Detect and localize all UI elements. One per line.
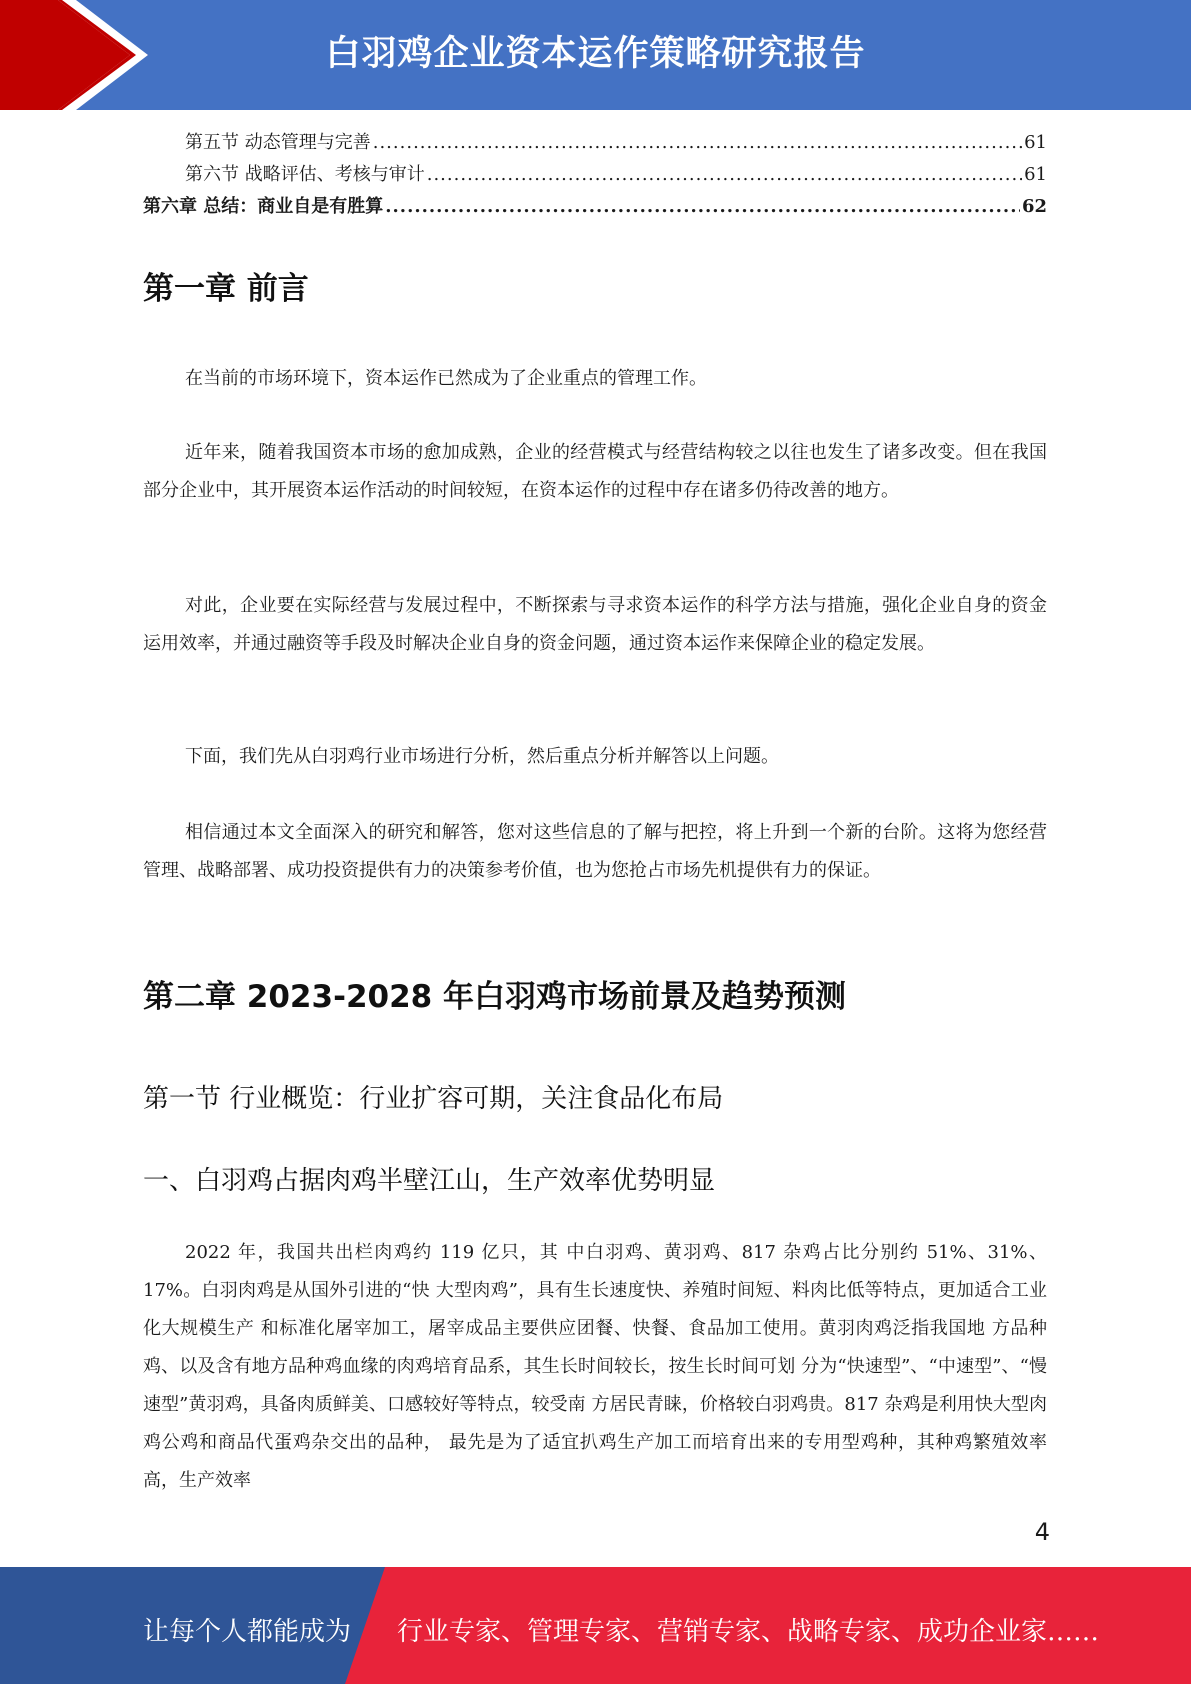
page-number: 4 <box>1034 1518 1050 1546</box>
toc-entry-page: 62 <box>1021 196 1047 217</box>
chapter-1-heading: 第一章 前言 <box>143 271 309 307</box>
toc-entry[interactable] <box>143 192 1047 224</box>
paragraph: 在当前的市场环境下，资本运作已然成为了企业重点的管理工作。 <box>185 368 707 389</box>
subsection-heading: 一、白羽鸡占据肉鸡半壁江山，生产效率优势明显 <box>143 1166 716 1196</box>
paragraph: 2022 年，我国共出栏肉鸡约 119 亿只，其 中白羽鸡、黄羽鸡、817 杂鸡占比分别约 51%、31%、17%。白羽肉鸡是从国外引进的“快 大型肉鸡”，具有生长速度快、养殖时间短、料肉比低等特点，更加适合工业化大规模生产 和标准化屠宰加工，屠宰成品主要供应团餐、快餐、食品加工使用。黄羽肉鸡泛指我国地 方品种鸡、以及含有地方品种鸡血缘的肉鸡培育品系，其生长时间较长，按生长时间可划 分为“快速型”、“中速型”、“慢速型”黄羽鸡，具备肉质鲜美、口感较好等特点，较受南 方居民青睐，价格较白羽鸡贵。817 杂鸡是利用快大型肉鸡公鸡和商品代蛋鸡杂交出的品种， 最先是为了适宜扒鸡生产加工而培育出来的专用型鸡种，其种鸡繁殖效率高，生产效率 <box>143 1242 1047 1491</box>
toc-leader-dots <box>373 132 1022 153</box>
paragraph: 下面，我们先从白羽鸡行业市场进行分析，然后重点分析并解答以上问题。 <box>185 746 779 767</box>
toc-entry[interactable] <box>143 160 1047 192</box>
paragraph: 近年来，随着我国资本市场的愈加成熟，企业的经营模式与经营结构较之以往也发生了诸多改变。但在我国部分企业中，其开展资本运作活动的时间较短，在资本运作的过程中存在诸多仍待改善的地方。 <box>143 442 1047 501</box>
toc-entry-page: 61 <box>1024 164 1047 185</box>
toc-entry-page: 61 <box>1024 132 1047 153</box>
toc-leader-dots <box>385 196 1020 217</box>
section-heading: 第一节 行业概览：行业扩容可期，关注食品化布局 <box>143 1084 724 1114</box>
report-title: 白羽鸡企业资本运作策略研究报告 <box>325 34 866 74</box>
footer-slogan-right: 行业专家、管理专家、营销专家、战略专家、成功企业家…… <box>397 1617 1100 1647</box>
toc-entry-label: 第五节 动态管理与完善 <box>185 132 371 153</box>
paragraph: 对此，企业要在实际经营与发展过程中，不断探索与寻求资本运作的科学方法与措施，强化企业自身的资金运用效率，并通过融资等手段及时解决企业自身的资金问题，通过资本运作来保障企业的稳定发展。 <box>143 595 1047 654</box>
footer-slogan-left: 让每个人都能成为 <box>143 1617 352 1647</box>
toc-leader-dots <box>427 164 1022 185</box>
page-footer <box>0 1567 1191 1684</box>
page-header <box>0 0 1191 110</box>
table-of-contents <box>143 128 1047 224</box>
toc-entry[interactable] <box>143 128 1047 160</box>
toc-entry-label: 第六章 总结：商业自是有胜算 <box>143 196 384 217</box>
paragraph: 相信通过本文全面深入的研究和解答，您对这些信息的了解与把控，将上升到一个新的台阶。这将为您经营管理、战略部署、成功投资提供有力的决策参考价值，也为您抢占市场先机提供有力的保证。 <box>143 822 1047 881</box>
toc-entry-label: 第六节 战略评估、考核与审计 <box>185 164 425 185</box>
chapter-2-heading: 第二章 2023-2028 年白羽鸡市场前景及趋势预测 <box>143 979 847 1015</box>
